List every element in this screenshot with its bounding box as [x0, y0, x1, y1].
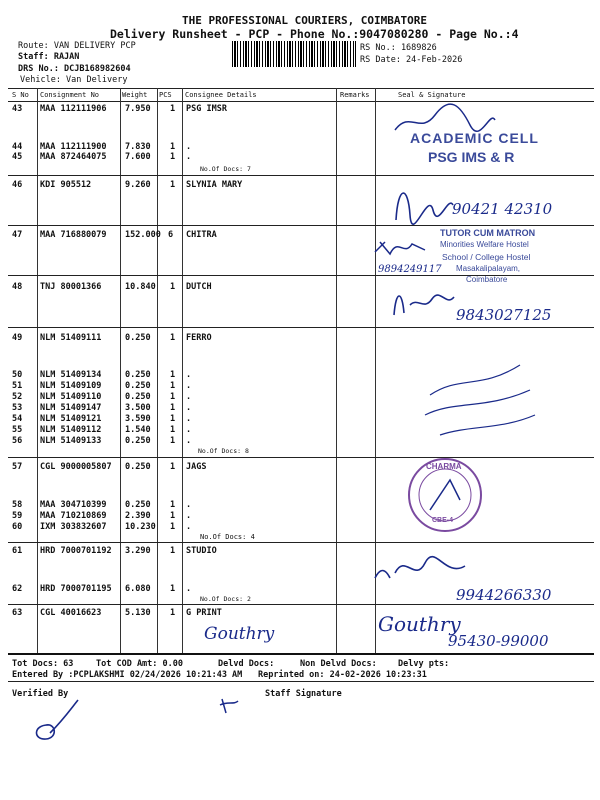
- seal-text-top: CHARMA: [426, 462, 462, 471]
- row-details: STUDIO: [186, 546, 217, 556]
- row-sno: 44: [12, 142, 23, 152]
- row-weight: 0.250: [125, 500, 151, 510]
- row-details: PSG IMSR: [186, 104, 227, 114]
- row-details: .: [186, 152, 192, 162]
- row-pcs: 1: [170, 333, 176, 343]
- runsheet-title: Delivery Runsheet - PCP - Phone No.:9047080280 - Page No.:4: [110, 27, 519, 41]
- row-details: G PRINT: [186, 608, 222, 618]
- row-weight: 0.250: [125, 370, 151, 380]
- row-weight: 1.540: [125, 425, 151, 435]
- row-weight: 3.500: [125, 403, 151, 413]
- footer-tot-cod: Tot COD Amt: 0.00: [96, 659, 183, 669]
- row-details: .: [186, 584, 192, 594]
- group-docs-count: No.Of Docs: 8: [198, 447, 249, 455]
- row-consignment: MAA 710210869: [40, 511, 107, 521]
- row-details: .: [186, 436, 192, 446]
- row-consignment: NLM 51409109: [40, 381, 102, 391]
- stamp-tutor-line4: Masakalipalayam,: [456, 264, 521, 273]
- row-pcs: 1: [170, 414, 176, 424]
- row-sno: 50: [12, 370, 23, 380]
- signature-scribble-49-56: [420, 345, 540, 445]
- row-pcs: 6: [168, 230, 174, 240]
- row-weight: 3.290: [125, 546, 151, 556]
- footer-tot-docs: Tot Docs: 63: [12, 659, 74, 669]
- row-pcs: 1: [170, 392, 176, 402]
- signature-scribble-62: [370, 548, 480, 588]
- row-pcs: 1: [170, 462, 176, 472]
- row-pcs: 1: [170, 436, 176, 446]
- col-weight: Weight: [122, 91, 148, 99]
- row-consignment: MAA 872464075: [40, 152, 107, 162]
- row-pcs: 1: [170, 608, 176, 618]
- vehicle-label: Vehicle: Van Delivery: [20, 75, 128, 85]
- row-sno: 43: [12, 104, 23, 114]
- handwritten-phone-62: 9944266330: [456, 586, 552, 604]
- staff-signature-label: Staff Signature: [265, 689, 342, 699]
- row-pcs: 1: [170, 381, 176, 391]
- company-title: THE PROFESSIONAL COURIERS, COIMBATORE: [182, 14, 428, 27]
- rs-date: RS Date: 24-Feb-2026: [360, 55, 463, 65]
- row-consignment: TNJ 80001366: [40, 282, 102, 292]
- row-consignment: NLM 51409134: [40, 370, 102, 380]
- col-signature: Seal & Signature: [398, 91, 466, 99]
- stamp-psg-ims: PSG IMS & R: [428, 149, 515, 165]
- row-weight: 10.230: [125, 522, 156, 532]
- row-details: .: [186, 403, 192, 413]
- row-sno: 51: [12, 381, 23, 391]
- row-sno: 49: [12, 333, 23, 343]
- group-docs-count: No.Of Docs: 2: [200, 595, 251, 603]
- row-sno: 61: [12, 546, 23, 556]
- row-details: .: [186, 370, 192, 380]
- row-consignment: NLM 51409121: [40, 414, 102, 424]
- row-weight: 0.250: [125, 462, 151, 472]
- signature-scribble-47: [370, 232, 430, 262]
- row-sno: 63: [12, 608, 23, 618]
- seal-text-bottom: CBE-4: [432, 517, 454, 524]
- handwritten-phone-63: 95430-99000: [448, 632, 549, 650]
- footer-delvd-docs: Delvd Docs:: [218, 659, 275, 669]
- row-pcs: 1: [170, 282, 176, 292]
- stamp-tutor-line2: Minorities Welfare Hostel: [440, 240, 529, 249]
- row-details: .: [186, 392, 192, 402]
- handwritten-name-63-left: Gouthry: [204, 624, 275, 644]
- row-sno: 47: [12, 230, 23, 240]
- row-details: .: [186, 522, 192, 532]
- row-details: JAGS: [186, 462, 207, 472]
- verified-by-label: Verified By: [12, 689, 69, 699]
- row-sno: 48: [12, 282, 23, 292]
- row-consignment: IXM 303832607: [40, 522, 107, 532]
- row-details: .: [186, 500, 192, 510]
- row-sno: 46: [12, 180, 23, 190]
- row-sno: 52: [12, 392, 23, 402]
- row-pcs: 1: [170, 104, 176, 114]
- row-consignment: HRD 7000701195: [40, 584, 112, 594]
- footer-entered-by: Entered By :PCPLAKSHMI 02/24/2026 10:21:43 AM: [12, 670, 243, 680]
- row-pcs: 1: [170, 546, 176, 556]
- footer-non-delvd: Non Delvd Docs:: [300, 659, 377, 669]
- handwritten-phone-47: 9894249117: [378, 264, 442, 275]
- route-label: Route: VAN DELIVERY PCP: [18, 41, 136, 51]
- row-details: DUTCH: [186, 282, 212, 292]
- row-consignment: MAA 716880079: [40, 230, 107, 240]
- row-weight: 10.840: [125, 282, 156, 292]
- col-sno: S No: [12, 91, 29, 99]
- row-pcs: 1: [170, 142, 176, 152]
- row-sno: 54: [12, 414, 23, 424]
- rs-number: RS No.: 1689826: [360, 43, 437, 53]
- row-weight: 2.390: [125, 511, 151, 521]
- row-weight: 6.080: [125, 584, 151, 594]
- row-sno: 59: [12, 511, 23, 521]
- row-consignment: CGL 40016623: [40, 608, 102, 618]
- col-consignment: Consignment No: [40, 91, 100, 99]
- row-weight: 5.130: [125, 608, 151, 618]
- row-details: .: [186, 511, 192, 521]
- row-consignment: HRD 7000701192: [40, 546, 112, 556]
- row-consignment: CGL 9000005807: [40, 462, 112, 472]
- row-consignment: MAA 304710399: [40, 500, 107, 510]
- row-pcs: 1: [170, 500, 176, 510]
- row-sno: 62: [12, 584, 23, 594]
- row-consignment: NLM 51409133: [40, 436, 102, 446]
- row-weight: 7.830: [125, 142, 151, 152]
- handwritten-name-63-right: Gouthry: [378, 612, 461, 636]
- row-sno: 45: [12, 152, 23, 162]
- staff-label: Staff: RAJAN: [18, 52, 80, 62]
- row-details: FERRO: [186, 333, 212, 343]
- row-consignment: NLM 51409112: [40, 425, 102, 435]
- row-details: .: [186, 425, 192, 435]
- row-details: .: [186, 142, 192, 152]
- stamp-tutor-line3: School / College Hostel: [442, 252, 531, 262]
- row-sno: 55: [12, 425, 23, 435]
- row-details: .: [186, 414, 192, 424]
- row-consignment: MAA 112111906: [40, 104, 107, 114]
- row-weight: 3.590: [125, 414, 151, 424]
- row-pcs: 1: [170, 152, 176, 162]
- row-weight: 7.950: [125, 104, 151, 114]
- barcode: [232, 41, 356, 67]
- row-consignment: MAA 112111900: [40, 142, 107, 152]
- col-remarks: Remarks: [340, 91, 370, 99]
- row-pcs: 1: [170, 511, 176, 521]
- col-pcs: PCS: [159, 91, 172, 99]
- group-docs-count: No.Of Docs: 7: [200, 165, 251, 173]
- row-sno: 53: [12, 403, 23, 413]
- signature-scribble-46: [388, 180, 458, 225]
- row-weight: 9.260: [125, 180, 151, 190]
- row-details: .: [186, 381, 192, 391]
- stamp-academic-cell: ACADEMIC CELL: [410, 130, 539, 146]
- row-pcs: 1: [170, 584, 176, 594]
- row-pcs: 1: [170, 522, 176, 532]
- row-weight: 0.250: [125, 381, 151, 391]
- col-consignee: Consignee Details: [185, 91, 257, 99]
- row-consignment: NLM 51409147: [40, 403, 102, 413]
- row-pcs: 1: [170, 180, 176, 190]
- row-sno: 56: [12, 436, 23, 446]
- signature-scribble-48: [388, 285, 458, 320]
- handwritten-phone-46: 90421 42310: [452, 200, 553, 218]
- group-docs-count: No.Of Docs: 4: [200, 533, 255, 541]
- staff-signature-mark: [214, 695, 244, 717]
- row-sno: 58: [12, 500, 23, 510]
- row-consignment: NLM 51409110: [40, 392, 102, 402]
- row-weight: 0.250: [125, 436, 151, 446]
- stamp-tutor-line1: TUTOR CUM MATRON: [440, 228, 536, 238]
- row-sno: 60: [12, 522, 23, 532]
- row-sno: 57: [12, 462, 23, 472]
- row-pcs: 1: [170, 370, 176, 380]
- row-weight: 7.600: [125, 152, 151, 162]
- row-consignment: KDI 905512: [40, 180, 92, 190]
- drs-number: DRS No.: DCJB168982604: [18, 64, 131, 74]
- row-weight: 0.250: [125, 392, 151, 402]
- row-consignment: NLM 51409111: [40, 333, 102, 343]
- row-details: CHITRA: [186, 230, 217, 240]
- row-details: SLYNIA MARY: [186, 180, 243, 190]
- stamp-tutor-line5: Coimbatore: [466, 275, 508, 284]
- footer-reprinted-on: Reprinted on: 24-02-2026 10:23:31: [258, 670, 427, 680]
- row-pcs: 1: [170, 425, 176, 435]
- footer-delvy-pts: Delvy pts:: [398, 659, 450, 669]
- handwritten-phone-48: 9843027125: [456, 306, 552, 324]
- row-weight: 0.250: [125, 333, 151, 343]
- verified-signature: [28, 695, 83, 745]
- row-weight: 152.000: [125, 230, 161, 240]
- row-pcs: 1: [170, 403, 176, 413]
